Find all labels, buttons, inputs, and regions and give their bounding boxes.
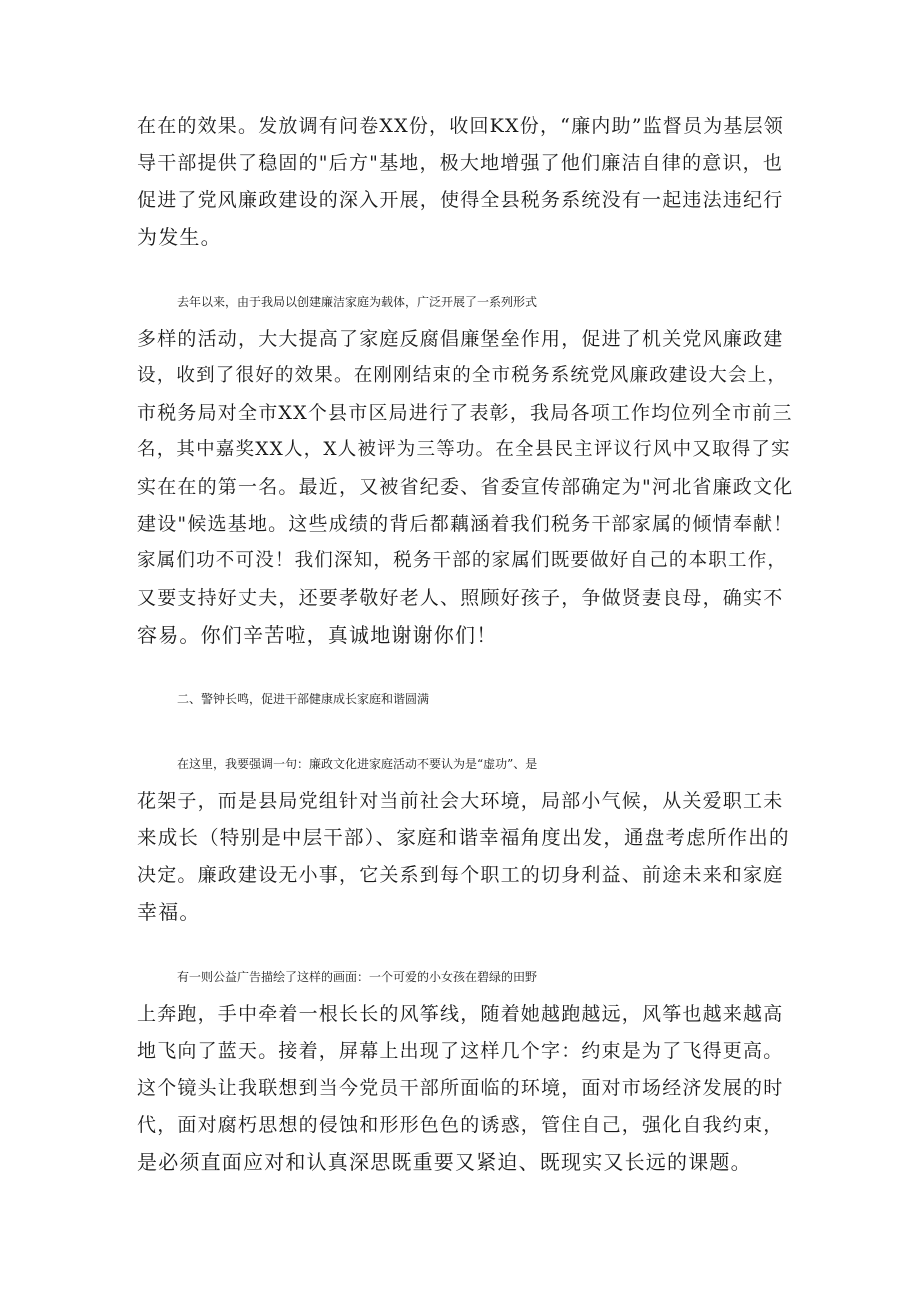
paragraph-4-line-5: 代，面对腐朽思想的侵蚀和形形色色的诱惑，管住自己，强化自我约束， <box>137 1114 784 1136</box>
paragraph-2-line-5: 名，其中嘉奖XX人，X人被评为三等功。在全县民主评议行风中又取得了实 <box>137 439 791 460</box>
paragraph-3-line-2: 花架子，而是县局党组针对当前社会大环境，局部小气候，从关爱职工未 <box>137 790 784 812</box>
paragraph-2-line-2: 多样的活动，大大提高了家庭反腐倡廉堡垒作用，促进了机关党风廉政建 <box>137 328 784 350</box>
paragraph-3-line-1: 在这里，我要强调一句：廉政文化进家庭活动不要认为是“虚功”、是 <box>177 757 538 771</box>
paragraph-3-line-3: 来成长（特别是中层干部）、家庭和谐幸福角度出发，通盘考虑所作出的 <box>137 826 790 849</box>
paragraph-1-line-4: 为发生。 <box>137 225 222 249</box>
paragraph-3-line-5: 幸福。 <box>137 900 201 924</box>
paragraph-2-line-9: 又要支持好丈夫，还要孝敬好老人、照顾好孩子，争做贤妻良母，确实不 <box>137 587 784 609</box>
paragraph-2-line-1: 去年以来，由于我局以创建廉洁家庭为载体，广泛开展了一系列形式 <box>177 295 538 309</box>
paragraph-2-line-4: 市税务局对全市XX个县市区局进行了表彰，我局各项工作均位列全市前三 <box>137 402 793 424</box>
paragraph-2-line-8: 家属们功不可没！我们深知，税务干部的家属们既要做好自己的本职工作， <box>137 550 788 571</box>
paragraph-2-line-6: 实在在的第一名。最近，又被省纪委、省委宣传部确定为"河北省廉政文化 <box>137 476 794 498</box>
paragraph-4-line-3: 地飞向了蓝天。接着，屏幕上出现了这样几个字：约束是为了飞得更高。 <box>137 1040 784 1062</box>
paragraph-1-line-2: 导干部提供了稳固的"后方"基地，极大地增强了他们廉洁自律的意识，也 <box>137 152 784 174</box>
paragraph-1-line-3: 促进了党风廉政建设的深入开展，使得全县税务系统没有一起违法违纪行 <box>137 189 784 211</box>
paragraph-4-line-6: 是必须直面应对和认真深思既重要又紧迫、既现实又长远的课题。 <box>137 1150 752 1174</box>
paragraph-4-line-2: 上奔跑，手中牵着一根长长的风筝线，随着她越跑越远，风筝也越来越高 <box>137 1003 784 1025</box>
section-heading: 二、警钟长鸣，促进干部健康成长家庭和谐圆满 <box>177 692 430 706</box>
paragraph-3-line-4: 决定。廉政建设无小事，它关系到每个职工的切身利益、前途未来和家庭 <box>137 864 784 886</box>
paragraph-2-line-10: 容易。你们辛苦啦，真诚地谢谢你们！ <box>137 623 498 647</box>
paragraph-2-line-3: 设，收到了很好的效果。在刚刚结束的全市税务系统党风廉政建设大会上， <box>137 365 788 386</box>
paragraph-4-line-4: 这个镜头让我联想到当今党员干部所面临的环境，面对市场经济发展的时 <box>137 1077 784 1099</box>
paragraph-1-line-1: 在在的效果。发放调有问卷XX份，收回KX份，“廉内助”监督员为基层领 <box>137 115 785 137</box>
paragraph-4-line-1: 有一则公益广告描绘了这样的画面：一个可爱的小女孩在碧绿的田野 <box>177 970 538 984</box>
paragraph-2-line-7: 建设"候选基地。这些成绩的背后都藕涵着我们税务干部家属的倾情奉献！ <box>137 513 794 535</box>
